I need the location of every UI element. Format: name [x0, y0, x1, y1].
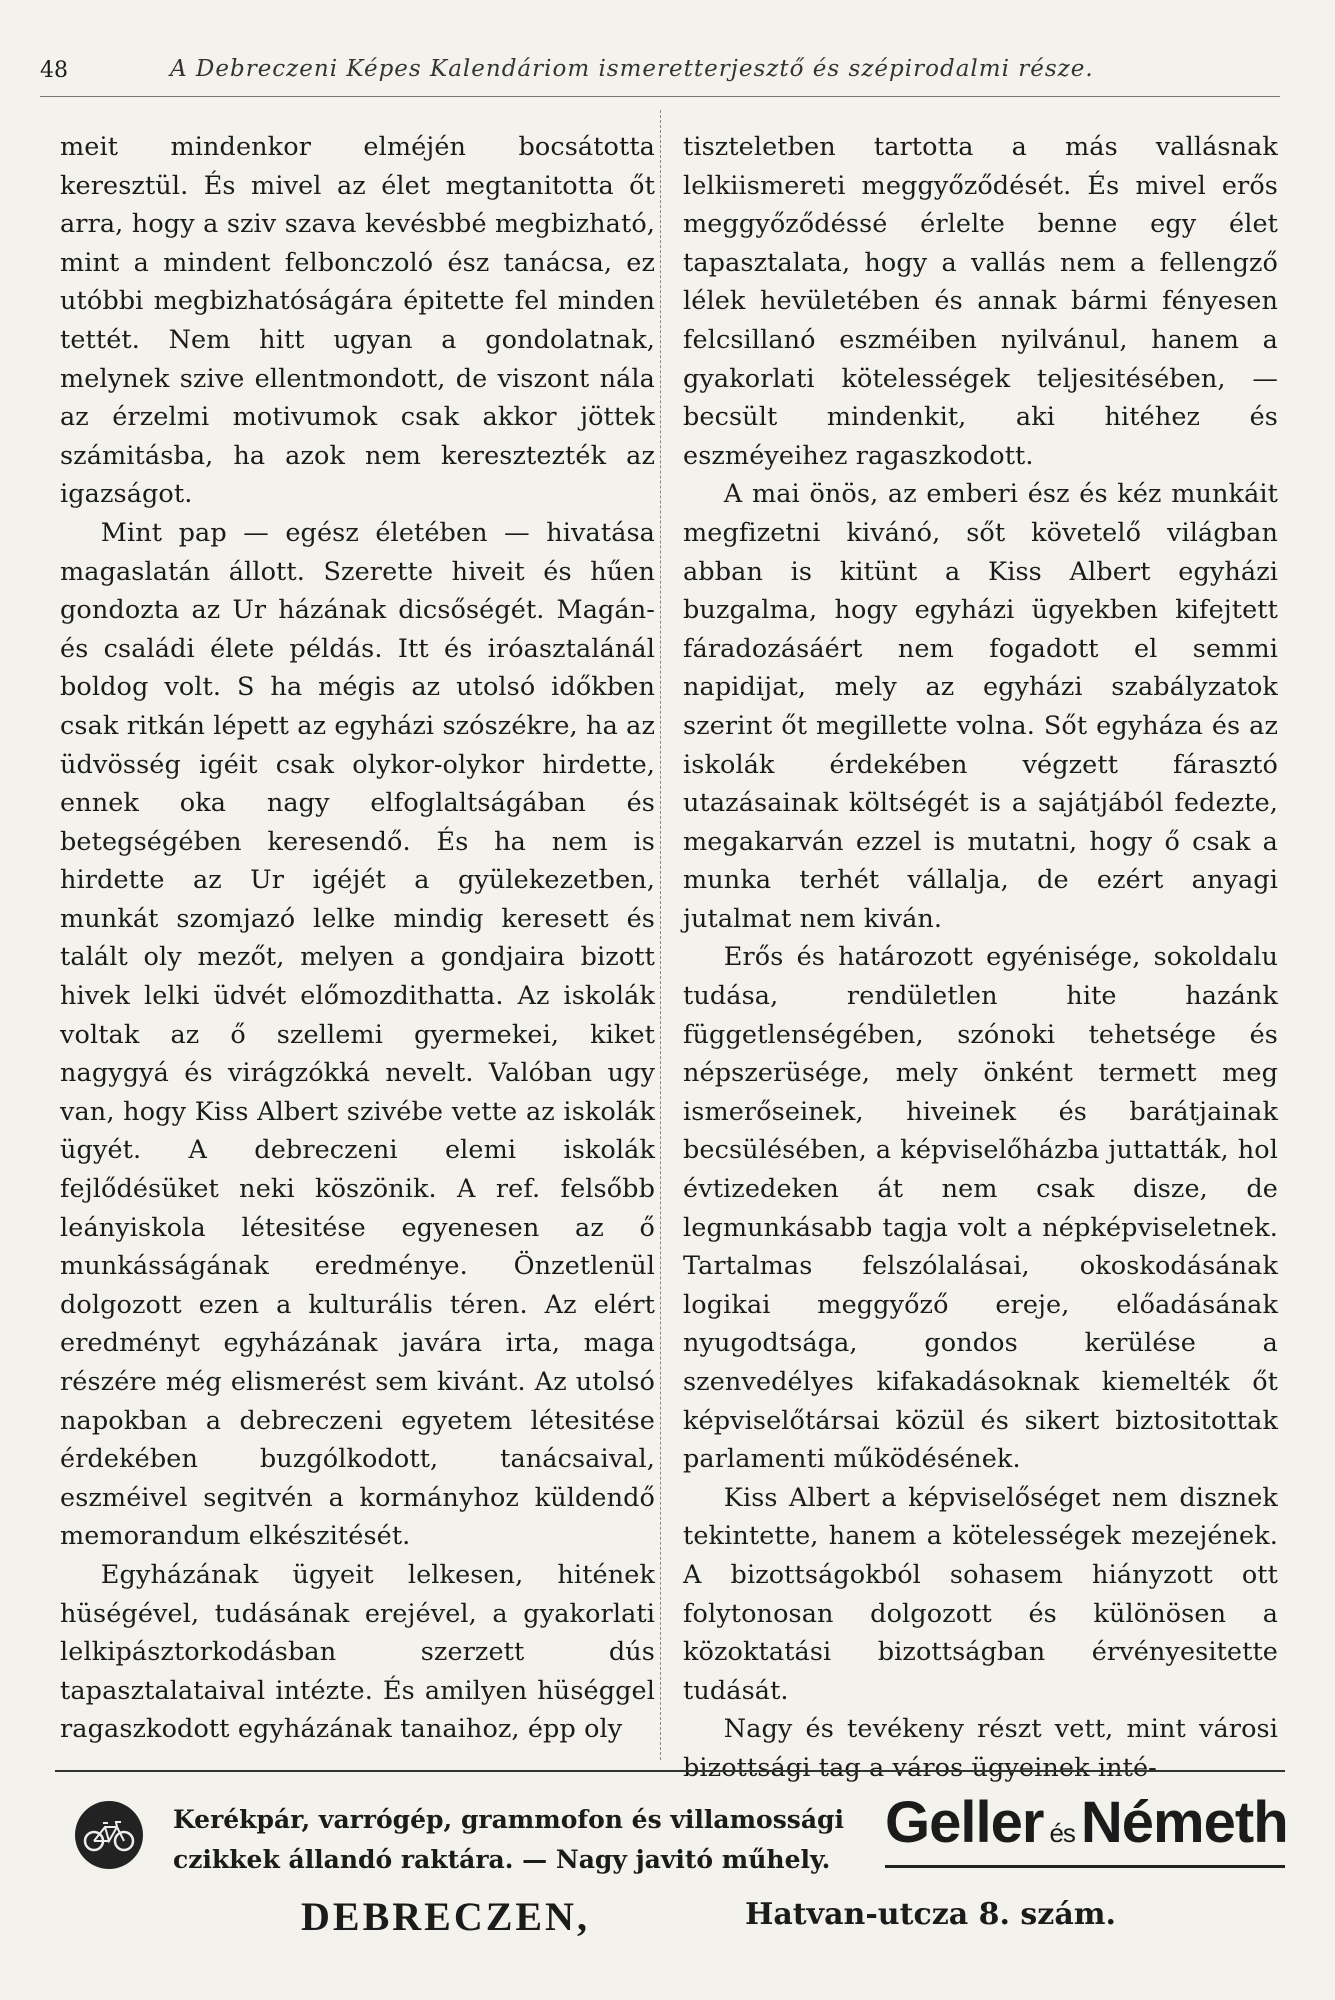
running-head: A Debreczeni Képes Kalendáriom ismeretterjesztő és szépirodalmi része. [170, 56, 1094, 82]
ad-products-line: Kerékpár, varrógép, grammofon és villamossági [173, 1805, 845, 1834]
brand-conjunction: és [1049, 1818, 1075, 1848]
column-divider [660, 110, 661, 1760]
paragraph: Egyházának ügyeit lelkesen, hitének hüségével, tudásának erejével, a gyakorlati lelkipásztorkodásban szerzett dús tapasztalataival intézte. És amilyen hüséggel ragaszkodott egyházának tanaihoz, épp oly [60, 1559, 655, 1745]
advertisement-rule [55, 1770, 1285, 1772]
paragraph: Mint pap — egész életében — hivatása magaslatán állott. Szerette hiveit és hűen gondozta az Ur házának dicsőségét. Magán- és családi élete példás. Itt és iróasztalánál boldog volt. S ha mégis az utolsó időkben csak ritkán lépett az egyházi szószékre, ha az üdvösség igéit csak olykor-olykor hirdette, ennek oka nagy elfoglaltságában és betegségében keresendő. És ha nem is hirdette az Ur igéjét a gyülekezetben, munkát szomjazó lelke mindig keresett és talált oly mezőt, melyen a gondjaira bizott hivek lelki üdvét előmozdithatta. Az iskolák voltak az ő szellemi gyermekei, kiket nagygyá és virágzókká nevelt. Valóban ugy van, hogy Kiss Albert szivébe vette az iskolák ügyét. A debreczeni elemi iskolák fejlődésüket neki köszönik. A ref. felsőbb leányiskola létesitése egyenesen az ő munkásságának eredménye. Önzetlenül dolgozott ezen a kulturális téren. Az elért eredményt egyházának javára irta, maga részére még elismerést sem kivánt. Az utolsó napokban a debreczeni egyetem létesitése érdekében buzgólkodott, tanácsaival, eszméivel segitvén a kormányhoz küldendő memorandum elkészitését. [60, 517, 655, 1552]
paragraph: meit mindenkor elméjén bocsátotta keresztül. És mivel az élet megtanitotta őt arra, hogy a sziv szava kevésbbé megbizható, mint a mindent felbonczoló ész tanácsa, ez utóbbi megbizhatóságára épitette fel minden tettét. Nem hitt ugyan a gondolatnak, melynek szive ellentmondott, de viszont nála az érzelmi motivumok csak akkor jöttek számitásba, ha azok nem keresztezték az igazságot. [60, 132, 655, 510]
paragraph: Nagy és tevékeny részt vett, mint városi bizottsági tag a város ügyeinek inté- [683, 1714, 1278, 1783]
brand-name-1: Geller [885, 1790, 1044, 1855]
brand-name-2: Németh [1080, 1790, 1288, 1855]
ad-city: DEBRECZEN, [301, 1894, 590, 1939]
page-header [40, 56, 1280, 97]
bicycle-icon [75, 1801, 143, 1869]
paragraph: Erős és határozott egyénisége, sokoldalu tudása, rendületlen hite hazánk függetlenségében, szónoki tehetsége és népszerüsége, mely önként termett meg ismerőseinek, hiveinek és barátjainak becsülésében, a képviselőházba juttatták, hol évtizedeken át nem csak disze, de legmunkásabb tagja volt a népképviseletnek. Tartalmas felszólalásai, okoskodásának logikai meggyőző ereje, előadásának nyugodtsága, gondos kerülése a szenvedélyes kifakadásoknak kiemelték őt képviselőtársai közül és sikert biztositottak parlamenti működésének. [683, 942, 1278, 1475]
ad-repair-line: czikkek állandó raktára. — Nagy javitó műhely. [173, 1845, 831, 1874]
paragraph: A mai önös, az emberi ész és kéz munkáit megfizetni kivánó, sőt követelő világban abban is kitünt a Kiss Albert egyházi buzgalma, hogy egyházi ügyekben kifejtett fáradozásáért nem fogadott el semmi napidijat, mely az egyházi szabályzatok szerint őt megillette volna. Sőt egyháza és az iskolák érdekében végzett fárasztó utazásainak költségét is a sajátjából fedezte, megakarván ezzel is mutatni, hogy ő csak a munka terhét vállalja, de ezért anyagi jutalmat nem kiván. [683, 479, 1278, 934]
page-number: 48 [40, 58, 68, 83]
brand-name [885, 1789, 1288, 1856]
left-column [60, 128, 655, 1758]
right-column [683, 128, 1278, 1783]
paragraph: tiszteletben tartotta a más vallásnak lelkiismereti meggyőződését. És mivel erős meggyőződéssé érlelte benne egy élet tapasztalata, hogy a vallás nem a fellengző lélek hevületében és annak bármi fényesen felcsillanó eszméiben nyilvánul, hanem a gyakorlati kötelességek teljesitésében, — becsült mindenkit, aki hitéhez és eszméyeihez ragaszkodott. [683, 132, 1278, 471]
paragraph: Kiss Albert a képviselőséget nem disznek tekintette, hanem a kötelességek mezejének. A bizottságokból sohasem hiányzott ott folytonosan dolgozott és különösen a közoktatási bizottságban érvényesitette tudását. [683, 1482, 1278, 1706]
advertisement [55, 1783, 1288, 1983]
ad-address: Hatvan-utcza 8. szám. [745, 1897, 1116, 1932]
brand-underline [885, 1865, 1285, 1868]
